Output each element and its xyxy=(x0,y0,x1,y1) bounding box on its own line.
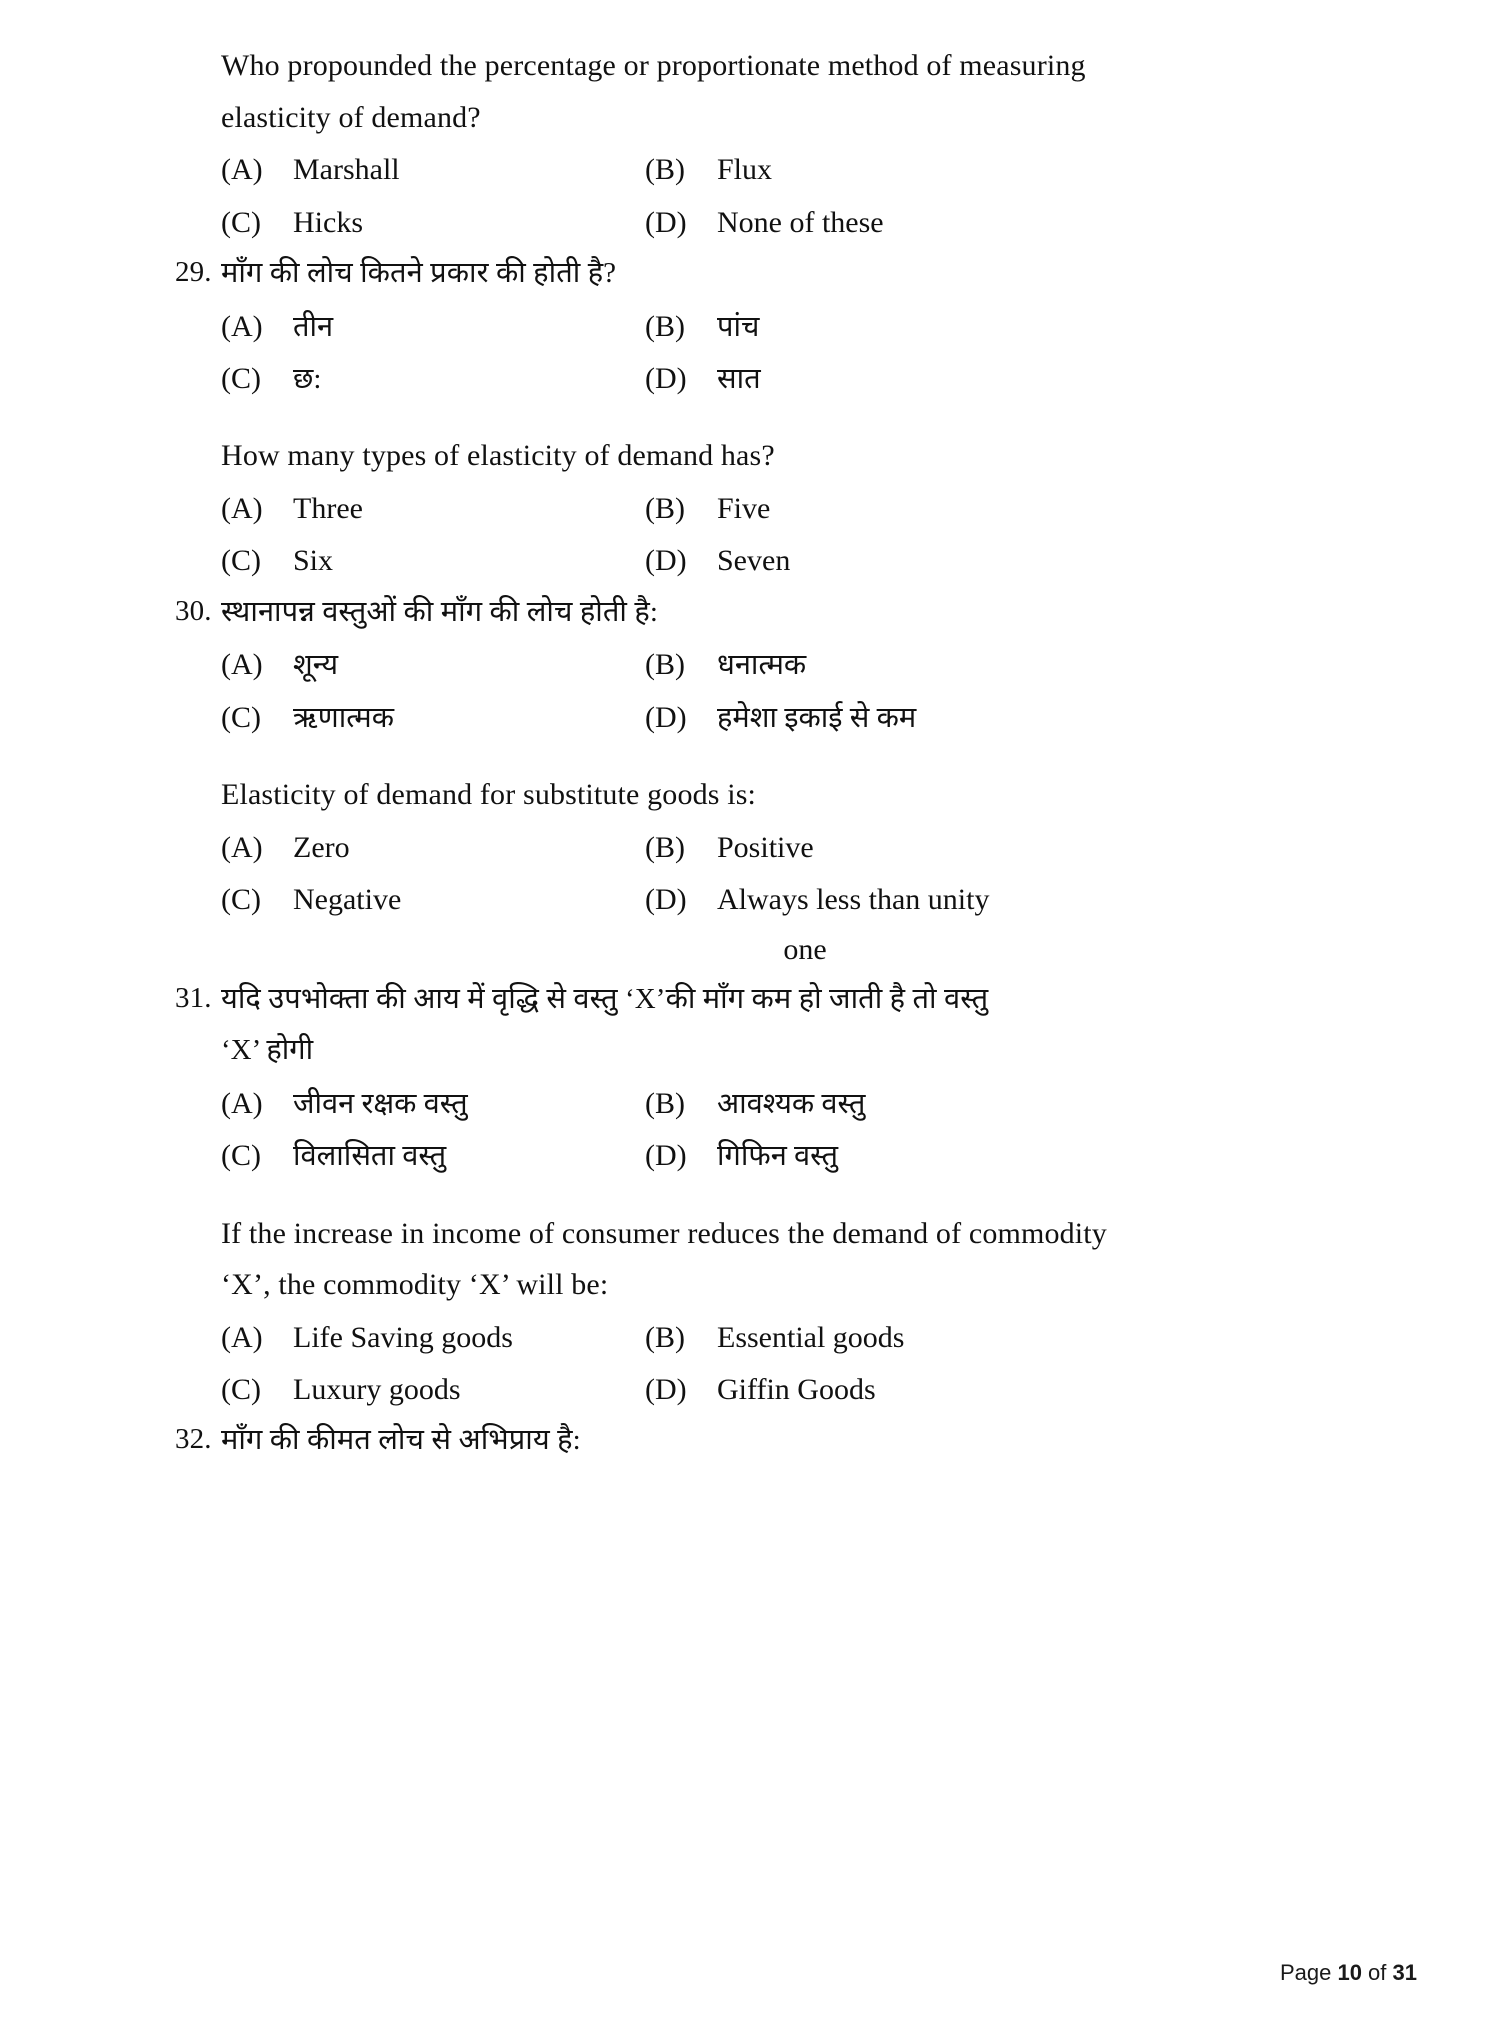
question-stem-line: ‘X’ होगी xyxy=(221,1034,314,1067)
option-c[interactable] xyxy=(175,1131,645,1181)
option-b-letter: (B) xyxy=(645,648,685,682)
option-d[interactable] xyxy=(645,1365,1315,1415)
question-number: 31. xyxy=(175,981,212,1014)
question-block-q28-en xyxy=(175,40,1315,248)
option-d[interactable] xyxy=(645,875,1315,925)
option-c[interactable] xyxy=(175,198,645,248)
option-b-letter: (B) xyxy=(645,153,685,187)
option-b-letter: (B) xyxy=(645,309,685,343)
option-d-label: हमेशा इकाई से कम xyxy=(717,701,917,734)
question-stem-line: स्थानापन्न वस्तुओं की माँग की लोच होती है: xyxy=(221,595,659,628)
option-d-letter: (D) xyxy=(645,544,687,578)
option-a[interactable] xyxy=(175,302,645,352)
option-row-ab xyxy=(175,484,1315,534)
question-block-q32-hi xyxy=(175,1415,1315,1467)
option-row-cd xyxy=(175,354,1315,404)
option-a-label: तीन xyxy=(293,310,334,343)
option-a-label: Life Saving goods xyxy=(293,1320,513,1354)
option-d-label: Seven xyxy=(717,544,791,578)
option-d-label: Always less than unity xyxy=(717,883,990,917)
question-stem-line: माँग की लोच कितने प्रकार की होती है? xyxy=(221,256,617,289)
spacer xyxy=(175,404,1315,430)
option-row-cd xyxy=(175,1365,1315,1415)
option-a-letter: (A) xyxy=(221,491,263,525)
option-b[interactable] xyxy=(645,145,1315,195)
option-c-letter: (C) xyxy=(221,700,261,734)
page-footer xyxy=(1280,1960,1417,1986)
option-a-label: शून्य xyxy=(293,649,339,682)
option-b-label: आवश्यक वस्तु xyxy=(717,1087,866,1120)
option-a[interactable] xyxy=(175,484,645,534)
option-c[interactable] xyxy=(175,693,645,743)
option-b-letter: (B) xyxy=(645,1320,685,1354)
question-number: 32. xyxy=(175,1423,212,1456)
question-stem-line: Elasticity of demand for substitute goods is: xyxy=(221,778,757,812)
question-number: 29. xyxy=(175,255,212,288)
option-a-letter: (A) xyxy=(221,309,263,343)
question-stem-line: elasticity of demand? xyxy=(221,100,481,134)
footer-prefix: Page xyxy=(1279,1960,1338,1985)
option-a-label: जीवन रक्षक वस्तु xyxy=(293,1087,468,1120)
option-a[interactable] xyxy=(175,823,645,873)
option-row-ab xyxy=(175,1313,1315,1363)
option-d[interactable] xyxy=(645,354,1315,404)
option-row-cd xyxy=(175,1131,1315,1181)
option-b-letter: (B) xyxy=(645,491,685,525)
option-d-letter: (D) xyxy=(645,1373,687,1407)
footer-total-pages: 31 xyxy=(1392,1960,1417,1985)
question-heading xyxy=(175,587,1315,639)
option-d-label: सात xyxy=(717,362,761,395)
footer-middle: of xyxy=(1361,1960,1393,1985)
option-a-letter: (A) xyxy=(221,1086,263,1120)
option-b[interactable] xyxy=(645,1079,1315,1129)
question-stem-line: यदि उपभोक्ता की आय में वृद्धि से वस्तु ‘X’की माँग कम हो जाती है तो वस्तु xyxy=(221,982,989,1015)
option-b-label: धनात्मक xyxy=(717,649,807,682)
question-block-q29-hi xyxy=(175,248,1315,404)
option-b-label: Five xyxy=(717,491,771,525)
option-d-label: Giffin Goods xyxy=(717,1373,876,1407)
option-c[interactable] xyxy=(175,536,645,586)
option-row-ab xyxy=(175,145,1315,195)
option-a[interactable] xyxy=(175,145,645,195)
option-b-label: पांच xyxy=(717,310,760,343)
option-a-letter: (A) xyxy=(221,1320,263,1354)
option-a-letter: (A) xyxy=(221,153,263,187)
question-block-q31-en xyxy=(175,1208,1315,1416)
question-heading xyxy=(175,1415,1315,1467)
option-a-letter: (A) xyxy=(221,648,263,682)
option-c-letter: (C) xyxy=(221,544,261,578)
option-c[interactable] xyxy=(175,354,645,404)
option-d-label: गिफिन वस्तु xyxy=(717,1140,838,1173)
option-c-label: ऋणात्मक xyxy=(293,701,394,734)
question-stem-line: Who propounded the percentage or proportionate method of measuring xyxy=(221,49,1086,82)
question-stem-line: How many types of elasticity of demand has? xyxy=(221,439,775,473)
question-heading xyxy=(175,248,1315,300)
option-b[interactable] xyxy=(645,640,1315,690)
option-d-letter: (D) xyxy=(645,700,687,734)
option-a-letter: (A) xyxy=(221,830,263,864)
option-row-ab xyxy=(175,640,1315,690)
option-b-label: Positive xyxy=(717,830,814,864)
option-d-letter: (D) xyxy=(645,1139,687,1173)
option-c-label: Six xyxy=(293,544,334,578)
option-d[interactable] xyxy=(645,693,1315,743)
option-row-ab xyxy=(175,302,1315,352)
option-row-ab xyxy=(175,1079,1315,1129)
option-b[interactable] xyxy=(645,823,1315,873)
option-a[interactable] xyxy=(175,640,645,690)
option-c-label: छ: xyxy=(293,362,322,395)
option-b-letter: (B) xyxy=(645,1086,685,1120)
option-d-label: None of these xyxy=(717,205,884,239)
option-c[interactable] xyxy=(175,1365,645,1415)
option-c[interactable] xyxy=(175,875,645,925)
option-d-overflow-word: one xyxy=(783,932,827,966)
question-stem-line: If the increase in income of consumer reduces the demand of commodity xyxy=(221,1216,1107,1250)
question-block-q29-en xyxy=(175,430,1315,586)
option-row-cd xyxy=(175,693,1315,743)
option-row-cd xyxy=(175,536,1315,586)
option-b[interactable] xyxy=(645,302,1315,352)
option-row-cd xyxy=(175,875,1315,925)
option-b-label: Essential goods xyxy=(717,1320,905,1354)
question-block-q30-hi xyxy=(175,587,1315,743)
option-c-label: Luxury goods xyxy=(293,1373,461,1407)
option-d[interactable] xyxy=(645,536,1315,586)
option-c-letter: (C) xyxy=(221,1373,261,1407)
option-d-letter: (D) xyxy=(645,205,687,239)
option-a-label: Marshall xyxy=(293,153,400,187)
option-c-label: Negative xyxy=(293,883,402,917)
option-b[interactable] xyxy=(645,1313,1315,1363)
option-d[interactable] xyxy=(645,198,1315,248)
question-stem-line: माँग की कीमत लोच से अभिप्राय है: xyxy=(221,1424,581,1457)
option-c-label: विलासिता वस्तु xyxy=(293,1140,447,1173)
question-heading xyxy=(175,974,1315,1026)
option-a[interactable] xyxy=(175,1079,645,1129)
option-d-letter: (D) xyxy=(645,361,687,395)
question-list xyxy=(175,40,1315,1467)
option-a[interactable] xyxy=(175,1313,645,1363)
option-c-letter: (C) xyxy=(221,883,261,917)
option-c-letter: (C) xyxy=(221,205,261,239)
option-c-label: Hicks xyxy=(293,205,363,239)
spacer xyxy=(175,1182,1315,1208)
question-number: 30. xyxy=(175,594,212,627)
option-b[interactable] xyxy=(645,484,1315,534)
question-block-q31-hi xyxy=(175,974,1315,1182)
question-stem-line: ‘X’, the commodity ‘X’ will be: xyxy=(221,1268,609,1302)
option-c-letter: (C) xyxy=(221,1139,261,1173)
option-d[interactable] xyxy=(645,1131,1315,1181)
footer-current-page: 10 xyxy=(1337,1960,1362,1985)
option-b-letter: (B) xyxy=(645,830,685,864)
option-b-label: Flux xyxy=(717,153,773,187)
option-a-label: Zero xyxy=(293,830,350,864)
option-a-label: Three xyxy=(293,491,363,525)
question-block-q30-en xyxy=(175,769,1315,973)
option-d-letter: (D) xyxy=(645,883,687,917)
option-c-letter: (C) xyxy=(221,361,261,395)
option-row-cd xyxy=(175,198,1315,248)
spacer xyxy=(175,743,1315,769)
option-row-ab xyxy=(175,823,1315,873)
